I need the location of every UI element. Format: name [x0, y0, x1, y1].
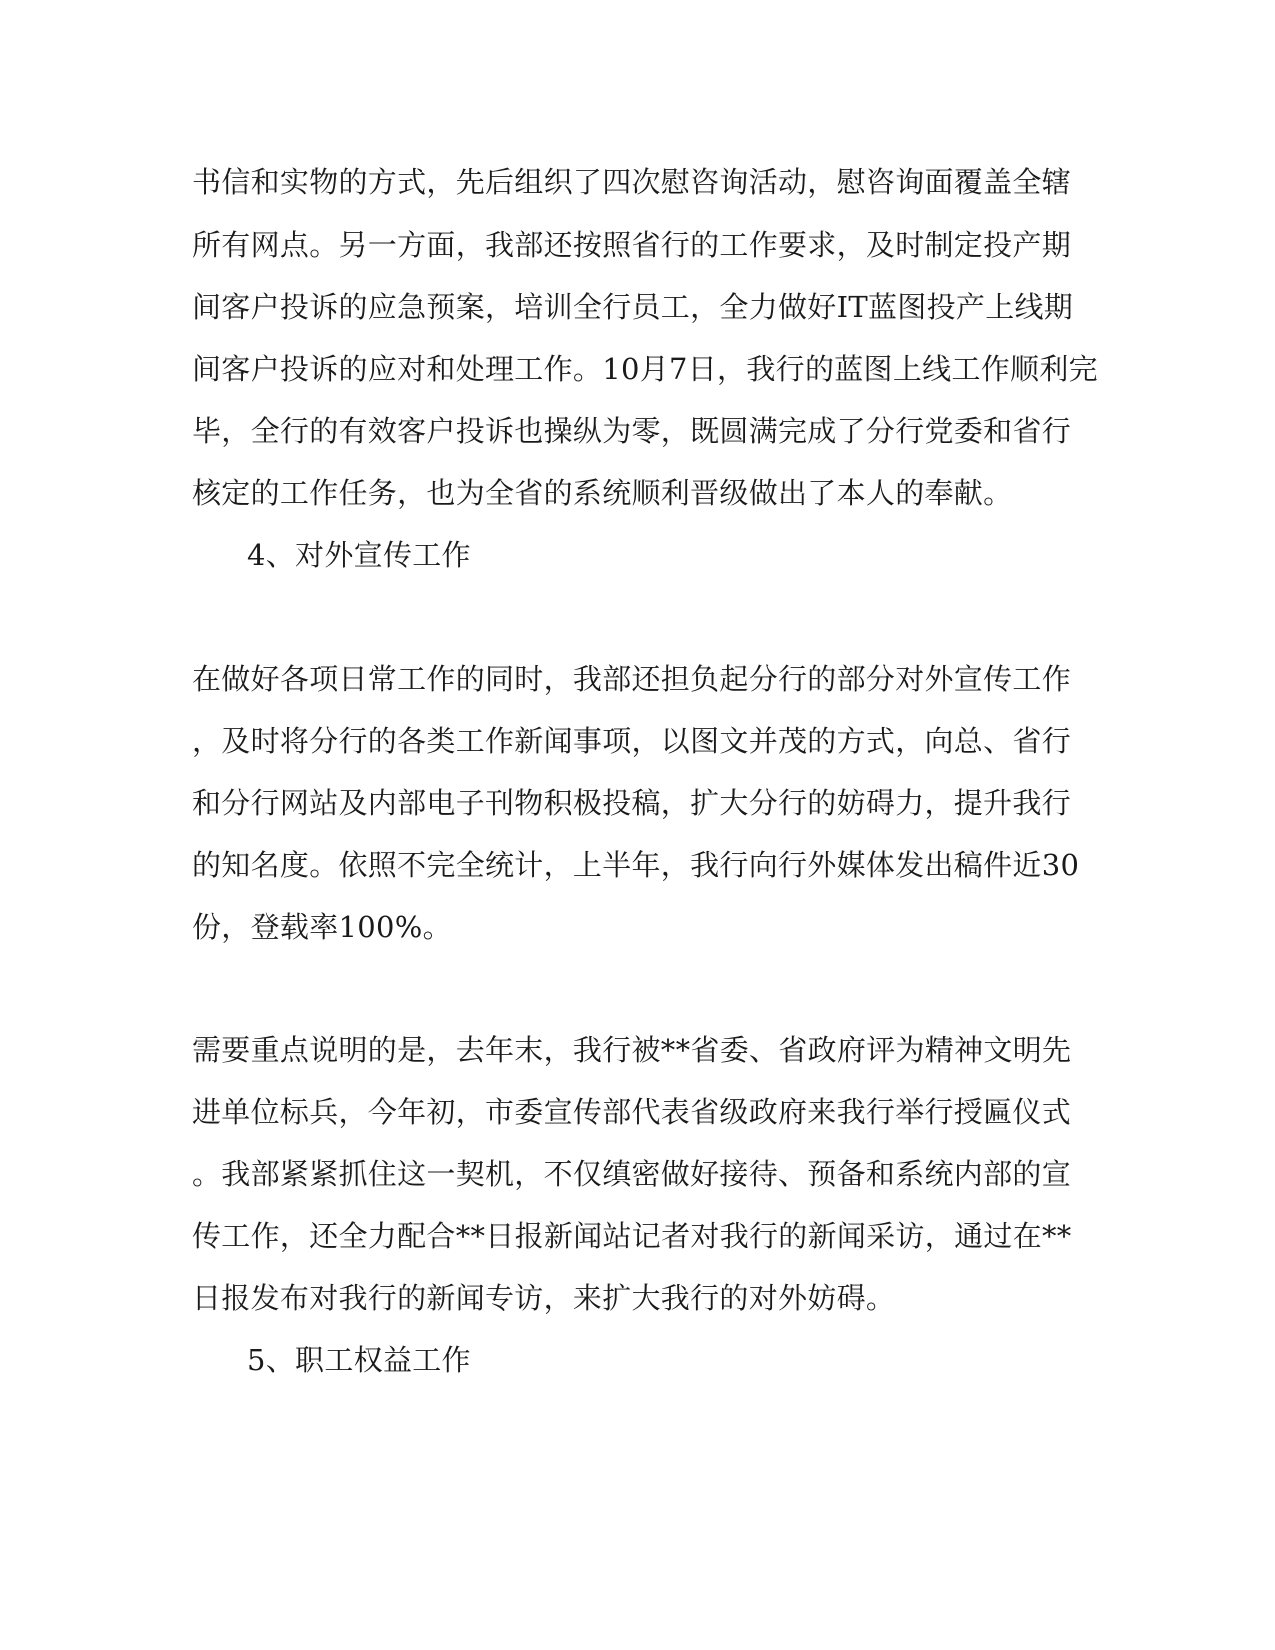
paragraph-3-line-4: 传工作，还全力配合**日报新闻站记者对我行的新闻采访，通过在** — [192, 1219, 1072, 1253]
section-heading-5: 5、职工权益工作 — [247, 1343, 471, 1377]
paragraph-1-line-6: 核定的工作任务，也为全省的系统顺利晋级做出了本人的奉献。 — [192, 476, 1013, 510]
paragraph-2-line-2: ，及时将分行的各类工作新闻事项，以图文并茂的方式，向总、省行 — [192, 724, 1072, 758]
paragraph-1-line-1: 书信和实物的方式，先后组织了四次慰咨询活动，慰咨询面覆盖全辖 — [192, 165, 1072, 199]
paragraph-3-line-2: 进单位标兵，今年初，市委宣传部代表省级政府来我行举行授匾仪式 — [192, 1095, 1072, 1129]
paragraph-1-line-3: 间客户投诉的应急预案，培训全行员工，全力做好IT蓝图投产上线期 — [192, 290, 1074, 324]
paragraph-2-line-4: 的知名度。依照不完全统计，上半年，我行向行外媒体发出稿件近30 — [192, 848, 1080, 882]
paragraph-1-line-5: 毕，全行的有效客户投诉也操纵为零，既圆满完成了分行党委和省行 — [192, 414, 1072, 448]
paragraph-3-line-1: 需要重点说明的是，去年末，我行被**省委、省政府评为精神文明先 — [192, 1033, 1072, 1067]
section-heading-4: 4、对外宣传工作 — [247, 538, 471, 572]
paragraph-3-line-3: 。我部紧紧抓住这一契机，不仅缜密做好接待、预备和系统内部的宣 — [192, 1157, 1072, 1191]
paragraph-2-line-3: 和分行网站及内部电子刊物积极投稿，扩大分行的妨碍力，提升我行 — [192, 786, 1072, 820]
paragraph-2-line-5: 份，登载率100%。 — [192, 910, 452, 944]
paragraph-1-line-4: 间客户投诉的应对和处理工作。10月7日，我行的蓝图上线工作顺利完 — [192, 352, 1098, 386]
paragraph-2-line-1: 在做好各项日常工作的同时，我部还担负起分行的部分对外宣传工作 — [192, 662, 1072, 696]
paragraph-3-line-5: 日报发布对我行的新闻专访，来扩大我行的对外妨碍。 — [192, 1281, 896, 1315]
paragraph-1-line-2: 所有网点。另一方面，我部还按照省行的工作要求，及时制定投产期 — [192, 228, 1072, 262]
